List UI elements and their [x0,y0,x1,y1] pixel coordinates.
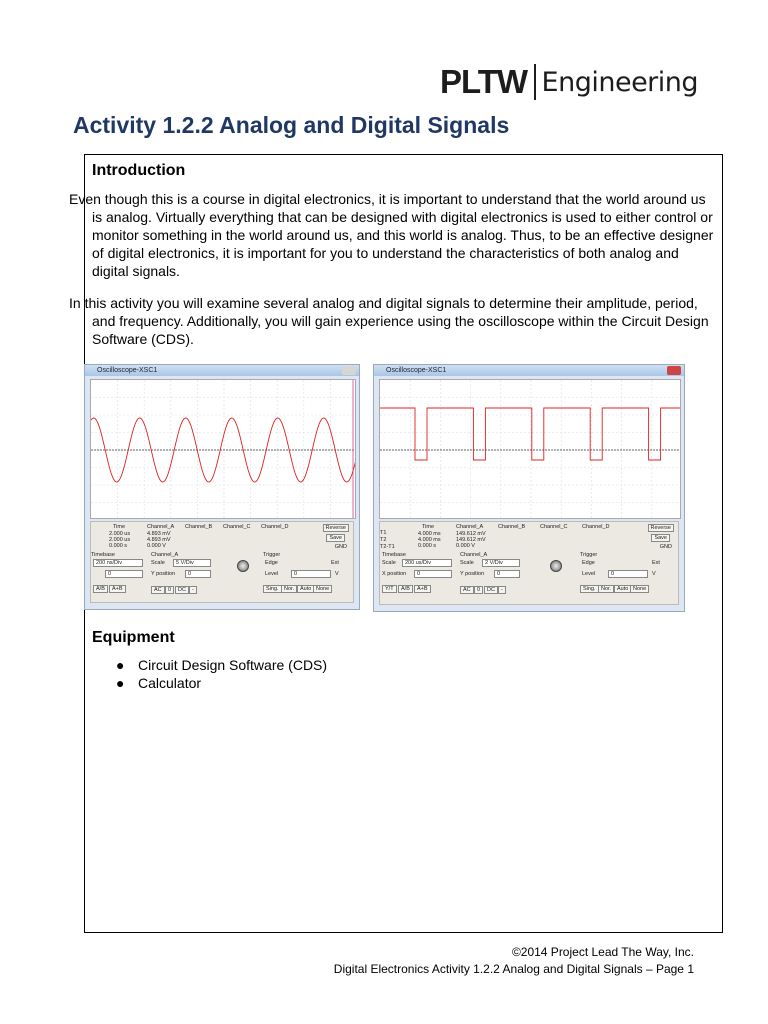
zero-button[interactable]: 0 [474,586,483,594]
channel-label: Channel_A [151,552,179,558]
a-plus-b-button[interactable]: A+B [109,585,126,593]
channel-scale-label: Scale [151,560,165,566]
close-icon [342,366,356,375]
scope-title: Oscilloscope-XSC1 [374,365,684,376]
t2-label: T2 [380,537,387,543]
close-icon[interactable] [667,366,681,375]
readout-dt-a: 0.000 V [147,543,166,549]
trigger-level-field[interactable]: 0 [291,570,331,578]
waveform-trace [380,408,681,460]
readout-t2-a: 4.893 mV [147,537,171,543]
y-position-field[interactable]: 0 [494,570,520,578]
document-title: Activity 1.2.2 Analog and Digital Signals [73,112,510,138]
equipment-item-text: Circuit Design Software (CDS) [138,657,328,673]
readout-d-header: Channel_D [582,524,610,530]
readout-time-header: Time [422,524,435,530]
level-label: Level [582,571,596,577]
a-plus-b-button[interactable]: A+B [414,585,431,593]
logo-brand: PLTW [440,63,528,100]
reverse-button[interactable]: Reverse [323,524,349,532]
footer-page-line: Digital Electronics Activity 1.2.2 Analog and Digital Signals – Page 1 [333,962,694,976]
ab-button[interactable]: A/B [398,585,413,593]
normal-button[interactable]: Nor. [281,585,297,593]
x-position-label: X position [382,571,407,577]
readout-t2-time: 4.000 ms [418,537,441,543]
readout-t2-a: 149.612 mV [456,537,486,543]
logo-divider [534,64,536,100]
timebase-scale-field[interactable]: 200 ns/Div [93,559,143,567]
equipment-list [116,656,327,692]
equipment-item-text: Calculator [138,675,202,691]
readout-t1-a: 4.893 mV [147,531,171,537]
x-position-field[interactable]: 0 [105,570,143,578]
timebase-scale-label: Scale [382,560,396,566]
pltw-engineering-logo [440,62,698,102]
oscilloscope-control-panel [379,521,679,605]
equipment-heading: Equipment [92,629,175,646]
readout-t1-a: 149.612 mV [456,531,486,537]
oscilloscope-window-square [373,364,685,612]
save-button[interactable]: Save [651,534,670,542]
t1-label: T1 [380,530,387,536]
trigger-unit: V [335,571,339,577]
dc-button[interactable]: DC [484,586,498,594]
oscilloscope-window-sine [84,364,360,610]
logo-word: Engineering [541,66,699,98]
channel-selector-knob[interactable] [550,560,562,572]
list-item [116,674,327,692]
readout-dt-time: 0.000 s [418,543,437,549]
readout-b-header: Channel_B [185,524,213,530]
bullet-icon: ● [116,657,125,673]
channel-scale-field[interactable]: 5 V/Div [173,559,211,567]
readout-a-header: Channel_A [456,524,484,530]
dc-button[interactable]: DC [175,586,189,594]
edge-label: Edge [582,560,595,566]
readout-a-header: Channel_A [147,524,175,530]
y-position-label: Y position [151,571,176,577]
list-item [116,656,327,674]
save-button[interactable]: Save [326,534,345,542]
single-button[interactable]: Sing. [580,585,599,593]
y-position-label: Y position [460,571,485,577]
ext-label: Ext [652,560,660,566]
readout-t2-time: 2.000 us [109,537,131,543]
footer-copyright: ©2014 Project Lead The Way, Inc. [511,945,694,959]
level-label: Level [265,571,279,577]
gnd-label: GND [334,544,347,550]
oscilloscope-screen-square [379,379,681,519]
x-position-field[interactable]: 0 [414,570,452,578]
readout-d-header: Channel_D [261,524,289,530]
trigger-label: Trigger [580,552,598,558]
channel-scale-label: Scale [460,560,474,566]
reverse-button[interactable]: Reverse [648,524,674,532]
introduction-paragraph-1: Even though this is a course in digital electronics, it is important to understand that the world around us is analog. Virtually everything that can be designed with digital electronics is used to either control or monitor something in the world around us, and this world is analog. Thus, to be an effective designer of digital electronics, it is important for you to understand the characteristics of both analog and digital signals. [69,191,714,279]
yt-button[interactable]: Y/T [382,585,397,593]
ab-button[interactable]: A/B [93,585,108,593]
minus-button[interactable]: - [498,586,506,594]
ac-button[interactable]: AC [460,586,474,594]
scope-title: Oscilloscope-XSC1 [85,365,359,376]
oscilloscope-screen-sine [90,379,356,519]
normal-button[interactable]: Nor. [598,585,614,593]
readout-dt-a: 0.000 V [456,543,475,549]
readout-c-header: Channel_C [223,524,251,530]
timebase-scale-field[interactable]: 200 us/Div [402,559,452,567]
timebase-label: Timebase [382,552,406,558]
bullet-icon: ● [116,675,125,691]
y-position-field[interactable]: 0 [185,570,211,578]
minus-button[interactable]: - [189,586,197,594]
single-button[interactable]: Sing. [263,585,282,593]
readout-t1-time: 4.000 ms [418,531,441,537]
readout-t1-time: 2.000 us [109,531,131,537]
readout-time-header: Time [113,524,126,530]
auto-button[interactable]: Auto [614,585,631,593]
trigger-label: Trigger [263,552,281,558]
none-button[interactable]: None [313,585,332,593]
readout-dt-time: 0.000 s [109,543,128,549]
introduction-paragraph-2: In this activity you will examine several analog and digital signals to determine their amplitude, period, and frequency. Additionally, you will gain experience using the oscilloscope within the Circuit Design Software (CDS). [69,295,709,347]
channel-label: Channel_A [460,552,488,558]
timebase-label: Timebase [91,552,115,558]
trigger-level-field[interactable]: 0 [608,570,648,578]
zero-button[interactable]: 0 [165,586,174,594]
channel-scale-field[interactable]: 2 V/Div [482,559,520,567]
gnd-label: GND [659,544,672,550]
auto-button[interactable]: Auto [297,585,314,593]
ac-button[interactable]: AC [151,586,165,594]
t2t1-label: T2-T1 [380,544,395,550]
readout-b-header: Channel_B [498,524,526,530]
none-button[interactable]: None [630,585,649,593]
trigger-unit: V [652,571,656,577]
ext-label: Ext [331,560,339,566]
channel-selector-knob[interactable] [237,560,249,572]
edge-label: Edge [265,560,278,566]
introduction-heading: Introduction [92,162,186,179]
oscilloscope-control-panel [90,521,354,603]
readout-c-header: Channel_C [540,524,568,530]
